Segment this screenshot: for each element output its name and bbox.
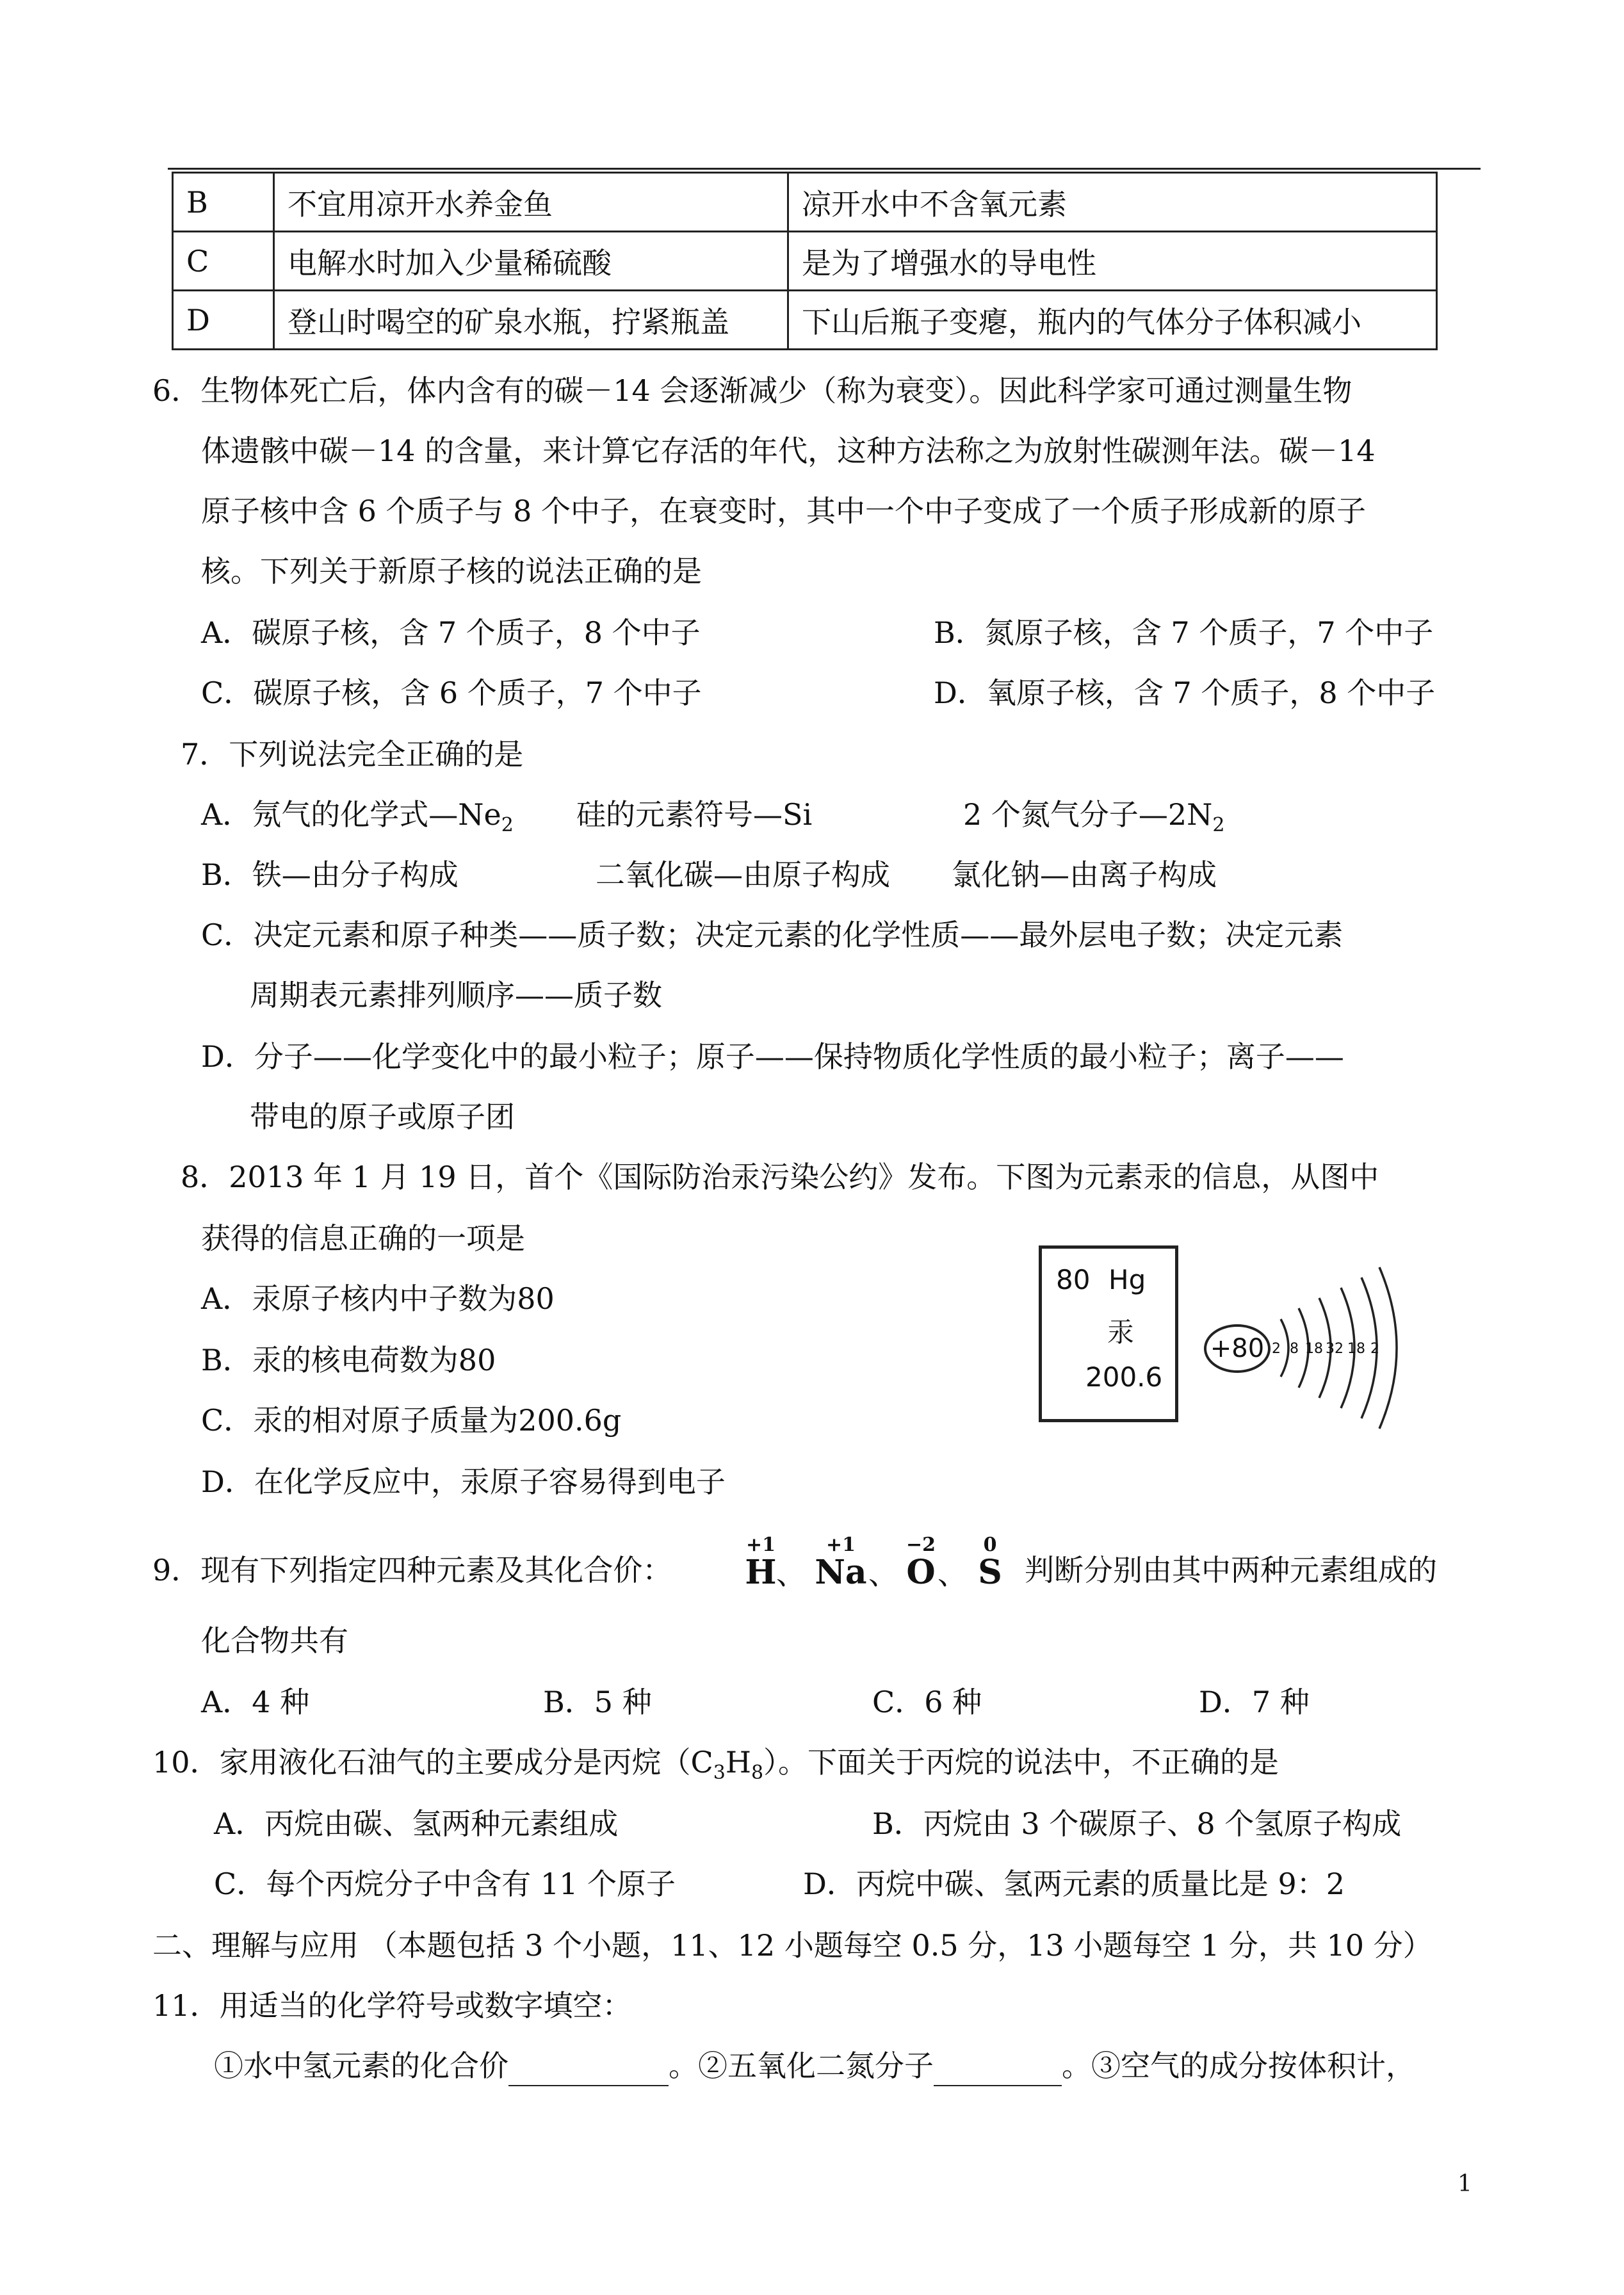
answer-blank[interactable] bbox=[508, 2047, 669, 2086]
q10-option-a: A．丙烷由碳、氢两种元素组成 bbox=[214, 1806, 619, 1841]
valence-o bbox=[902, 1536, 940, 1591]
valence-s bbox=[971, 1536, 1009, 1591]
table-cell-phenomenon: 不宜用凉开水养金鱼 bbox=[274, 173, 788, 232]
q8-option-d: D．在化学反应中，汞原子容易得到电子 bbox=[201, 1464, 726, 1499]
q8-option-a: A．汞原子核内中子数为80 bbox=[201, 1281, 555, 1316]
table-cell-explanation: 下山后瓶子变瘪，瓶内的气体分子体积减小 bbox=[788, 291, 1437, 350]
valence-number: 0 bbox=[983, 1534, 997, 1556]
element-symbol: Na bbox=[815, 1553, 867, 1592]
q6-stem-line: 6．生物体死亡后，体内含有的碳－14 会逐渐减少（称为衰变）。因此科学家可通过测量生物 bbox=[152, 373, 1352, 408]
shell-electron-count: 32 bbox=[1326, 1341, 1344, 1357]
shell-electron-count: 2 bbox=[1370, 1341, 1379, 1357]
q6-option-b: B．氮原子核，含 7 个质子，7 个中子 bbox=[934, 615, 1434, 650]
element-symbol: Hg bbox=[1108, 1264, 1146, 1295]
q6-option-a: A．碳原子核，含 7 个质子，8 个中子 bbox=[201, 615, 701, 650]
q11-stem: 11．用适当的化学符号或数字填空： bbox=[152, 1988, 632, 2023]
table-cell-phenomenon: 电解水时加入少量稀硫酸 bbox=[274, 232, 788, 291]
q7-stem: 7．下列说法完全正确的是 bbox=[181, 737, 524, 772]
separator: 、 bbox=[868, 1557, 898, 1591]
q9-stem: 9．现有下列指定四种元素及其化合价： bbox=[152, 1553, 672, 1587]
valence-na bbox=[812, 1536, 870, 1591]
q7-option-a-part2: 硅的元素符号—Si bbox=[576, 797, 813, 832]
element-name: 汞 bbox=[1107, 1317, 1135, 1348]
electron-shell-arc bbox=[1379, 1267, 1397, 1429]
table-cell-phenomenon: 登山时喝空的矿泉水瓶，拧紧瓶盖 bbox=[274, 291, 788, 350]
table-cell-explanation: 凉开水中不含氧元素 bbox=[788, 173, 1437, 232]
page-number: 1 bbox=[1458, 2171, 1472, 2197]
element-atomic-mass: 200.6 bbox=[1085, 1361, 1163, 1393]
q7-option-b-part1: B．铁—由分子构成 bbox=[201, 857, 459, 892]
q11-blanks-line: ①水中氢元素的化合价 。②五氧化二氮分子 。③空气的成分按体积计， bbox=[214, 2047, 1415, 2086]
section-heading: 二、理解与应用 （本题包括 3 个小题，11、12 小题每空 0.5 分，13 小题每空 1 分，共 10 分） bbox=[152, 1928, 1433, 1963]
separator: 、 bbox=[938, 1557, 967, 1591]
q7-option-c-line2: 周期表元素排列顺序——质子数 bbox=[250, 978, 662, 1012]
shell-electron-count: 18 bbox=[1347, 1341, 1365, 1357]
valence-h bbox=[742, 1536, 780, 1591]
q7-option-b-part3: 氯化钠—由离子构成 bbox=[952, 857, 1217, 892]
valence-number: +1 bbox=[825, 1534, 856, 1556]
q9-option-b: B．5 种 bbox=[543, 1685, 652, 1719]
element-atomic-number: 80 bbox=[1056, 1264, 1091, 1295]
options-table bbox=[172, 172, 1438, 350]
mercury-element-card bbox=[1039, 1245, 1178, 1422]
table-cell-explanation: 是为了增强水的导电性 bbox=[788, 232, 1437, 291]
table-row bbox=[173, 291, 1437, 350]
table-row bbox=[173, 232, 1437, 291]
q9-option-a: A．4 种 bbox=[201, 1685, 310, 1719]
valence-number: +1 bbox=[745, 1534, 775, 1556]
element-symbol: O bbox=[906, 1553, 936, 1592]
q7-option-a-part3: 2 个氮气分子$—2N_2$ bbox=[963, 797, 1225, 837]
electron-shell-arc bbox=[1281, 1319, 1288, 1377]
q9-stem-tail: 判断分别由其中两种元素组成的 bbox=[1025, 1553, 1437, 1587]
q7-option-c-line1: C．决定元素和原子种类——质子数；决定元素的化学性质——最外层电子数；决定元素 bbox=[201, 918, 1344, 952]
q7-option-d-line1: D．分子——化学变化中的最小粒子；原子——保持物质化学性质的最小粒子；离子—— bbox=[201, 1039, 1344, 1074]
q6-option-d: D．氧原子核，含 7 个质子，8 个中子 bbox=[934, 676, 1436, 710]
q7-option-d-line2: 带电的原子或原子团 bbox=[250, 1099, 515, 1134]
q8-stem-line2: 获得的信息正确的一项是 bbox=[201, 1221, 525, 1256]
electron-shells-diagram bbox=[1274, 1258, 1402, 1444]
q6-option-c: C．碳原子核，含 6 个质子，7 个中子 bbox=[201, 676, 702, 710]
q8-option-c: C．汞的相对原子质量为200.6g bbox=[201, 1403, 622, 1438]
top-rule bbox=[168, 168, 1481, 170]
q6-stem-line: 核。下列关于新原子核的说法正确的是 bbox=[201, 554, 702, 588]
atom-nucleus: +80 bbox=[1204, 1324, 1271, 1373]
q6-stem-line: 原子核中含 6 个质子与 8 个中子，在衰变时，其中一个中子变成了一个质子形成新的原子 bbox=[201, 494, 1367, 528]
q9-stem-line2: 化合物共有 bbox=[201, 1623, 348, 1658]
q10-option-b: B．丙烷由 3 个碳原子、8 个氢原子构成 bbox=[872, 1806, 1402, 1841]
q7-option-b-part2: 二氧化碳—由原子构成 bbox=[596, 857, 890, 892]
shell-electron-count: 2 bbox=[1272, 1341, 1281, 1357]
shell-electron-count: 18 bbox=[1305, 1341, 1323, 1357]
q9-option-d: D．7 种 bbox=[1199, 1685, 1310, 1719]
element-symbol: S bbox=[978, 1553, 1002, 1592]
q10-option-c: C．每个丙烷分子中含有 11 个原子 bbox=[214, 1867, 676, 1901]
q6-stem-line: 体遗骸中碳－14 的含量，来计算它存活的年代，这种方法称之为放射性碳测年法。碳－14 bbox=[201, 434, 1376, 468]
answer-blank[interactable] bbox=[934, 2047, 1062, 2086]
element-symbol: H bbox=[745, 1553, 777, 1592]
valence-number: −2 bbox=[905, 1534, 936, 1556]
q8-option-b: B．汞的核电荷数为80 bbox=[201, 1343, 496, 1377]
q9-option-c: C．6 种 bbox=[872, 1685, 982, 1719]
q7-option-a-part1: A．氖气的化学式$—Ne_2$ bbox=[201, 797, 514, 837]
q8-stem-line1: 8．2013 年 1 月 19 日，首个《国际防治汞污染公约》发布。下图为元素汞的信息，从图中 bbox=[181, 1160, 1379, 1194]
shell-electron-count: 8 bbox=[1290, 1341, 1299, 1357]
q10-stem: 10．家用液化石油气的主要成分是丙烷$(C_3H_8)$。下面关于丙烷的说法中，不正确的是 bbox=[152, 1745, 1279, 1785]
table-cell-letter: B bbox=[173, 173, 274, 232]
separator: 、 bbox=[776, 1557, 806, 1591]
q10-option-d: D．丙烷中碳、氢两元素的质量比是 9：2 bbox=[803, 1867, 1345, 1901]
table-row bbox=[173, 173, 1437, 232]
table-cell-letter: D bbox=[173, 291, 274, 350]
table-cell-letter: C bbox=[173, 232, 274, 291]
